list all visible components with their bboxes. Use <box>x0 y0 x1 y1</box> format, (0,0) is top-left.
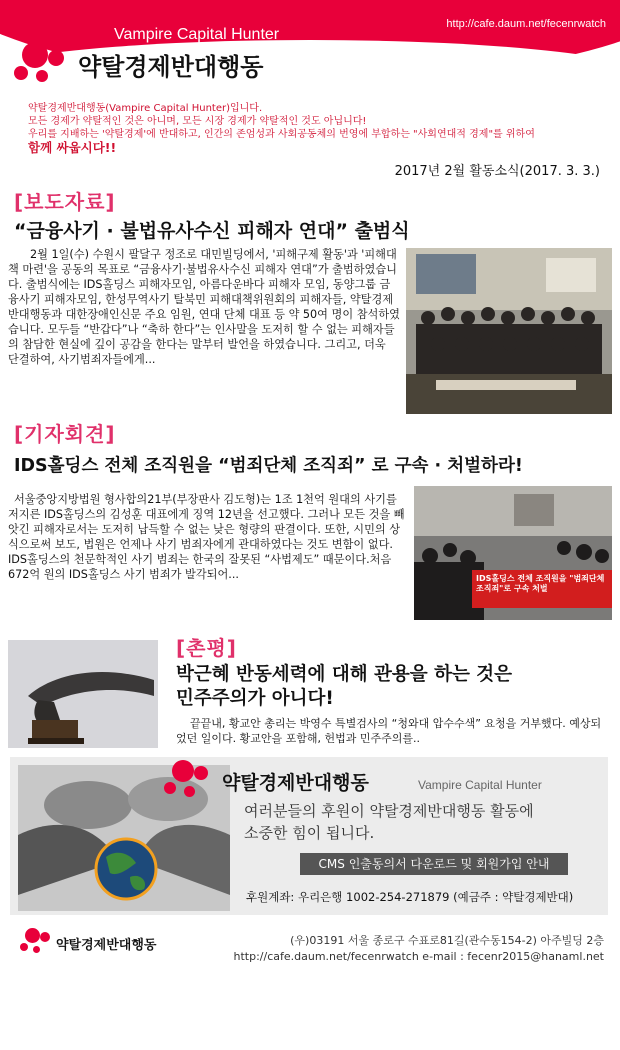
support-title-ko: 약탈경제반대행동 <box>222 772 369 794</box>
press-conference-image <box>414 486 612 620</box>
support-line-1: 여러분들의 후원이 약탈경제반대행동 활동에 <box>244 802 534 820</box>
section1-tag: [보도자료] <box>14 190 116 214</box>
header-title-ko: 약탈경제반대행동 <box>78 53 264 81</box>
section3-tag: [촌평] <box>176 636 237 660</box>
header-banner <box>0 0 620 90</box>
footer-address: (우)03191 서울 종로구 수표로81길(관수동154-2) 아주빌딩 2층 <box>290 934 604 947</box>
footer-logo-icon <box>20 928 54 956</box>
section2-photo[interactable] <box>414 486 612 620</box>
section1-photo[interactable] <box>406 248 612 414</box>
section1-headline[interactable]: “금융사기 · 불법유사수신 피해자 연대” 출범식 <box>14 220 410 242</box>
issue-dateline: 2017년 2월 활동소식(2017. 3. 3.) <box>394 164 600 179</box>
protest-banner-text: IDS홀딩스 전체 조직원을 "범죄단체 조직죄"로 구속 처벌 <box>476 574 605 593</box>
group-photo-image <box>406 248 612 414</box>
section2-body: 서울중앙지방법원 형사합의21부(부장판사 김도형)는 1조 1천억 원대의 사기를 저지른 IDS홀딩스의 김성훈 대표에게 징역 12년을 선고했다. 그러나 모든 것을 빼앗긴 피해자로서는 도저히 납득할 수 없는 낮은 형량의 판결이다. 또한, 시민의 상식으로써 보도, 법원은 언제나 사기 범죄자에게 관대하였다는 것도 변함이 없다. IDS홀딩스의 천문학적인 사기 범죄는 한국의 잘못된 “사법제도” 때문이다.처음 672억 원의 IDS홀딩스 사기 범죄가 발각되어... <box>8 493 405 581</box>
section3-headline-2[interactable]: 민주주의가 아니다! <box>176 688 334 709</box>
footer-org-name: 약탈경제반대행동 <box>56 938 157 953</box>
section2-headline[interactable]: IDS홀딩스 전체 조직원을 “범죄단체 조직죄” 로 구속 · 처벌하라! <box>14 456 523 476</box>
support-title-en: Vampire Capital Hunter <box>418 778 542 792</box>
intro-line-3: 우리를 지배하는 '약탈경제'에 반대하고, 인간의 존엄성과 사회공동체의 번영에 부합하는 "사회연대적 경제"를 위하여 <box>28 129 535 140</box>
support-account: 후원계좌: 우리은행 1002-254-271879 (예금주 : 약탈경제반대) <box>246 890 574 904</box>
support-logo-icon <box>164 758 216 802</box>
section2-tag: [기자회견] <box>14 422 116 446</box>
intro-line-1: 약탈경제반대행동(Vampire Capital Hunter)입니다. <box>28 103 263 114</box>
intro-line-2: 모든 경제가 약탈적인 것은 아니며, 모든 시장 경제가 약탈적인 것도 아닙니다! <box>28 116 367 127</box>
section3-photo[interactable] <box>8 640 158 748</box>
section3-headline-1[interactable]: 박근혜 반동세력에 대해 관용을 하는 것은 <box>176 664 513 685</box>
sculpture-image <box>8 640 158 748</box>
cms-download-button[interactable]: CMS 인출동의서 다운로드 및 회원가입 안내 <box>300 853 568 875</box>
footer-contact[interactable]: http://cafe.daum.net/fecenrwatch e-mail : fecenr2015@hanaml.net <box>233 950 604 963</box>
logo-icon <box>14 42 74 86</box>
intro-text <box>28 102 608 154</box>
section3-body: 끝끝내, 황교안 총리는 박영수 특별검사의 “청와대 압수수색” 요청을 거부했다. 예상되었던 일이다. 황교안을 포함해, 헌법과 민주주의를.. <box>176 717 602 745</box>
intro-line-4: 함께 싸웁시다!! <box>28 140 117 155</box>
header-url-link[interactable]: http://cafe.daum.net/fecenrwatch <box>446 18 606 30</box>
header-title-en: Vampire Capital Hunter <box>114 26 280 43</box>
support-line-2: 소중한 힘이 됩니다. <box>244 824 375 842</box>
section1-body: 2월 1일(수) 수원시 팔달구 정조로 대민빌딩에서, '피해구제 활동'과 '피해대책 마련'을 공동의 목표로 “금융사기·불법유사수신 피해자 연대”가 출범하였습니다. 출범식에는 IDS홀딩스 피해자모임, 아름다운바다 피해자 모임, 동양그룹 금융사기 피해자모임, 한성무역사기 탈북민 피해대책위원회의 피해자들, 약탈경제반대행동과 대한장애인신문 주요 임원, 연대 단체 대표 등 약 50여 명이 참석하였습니다. 모두들 “반갑다”나 “축하 한다”는 인사말을 도저히 할 수 없는 피해자들의 참담한 현실에 깊이 공감을 한다는 말부터 발언을 하였습니다. 그리고, 더욱 단결하여, 사기범죄자들에게... <box>8 248 400 366</box>
